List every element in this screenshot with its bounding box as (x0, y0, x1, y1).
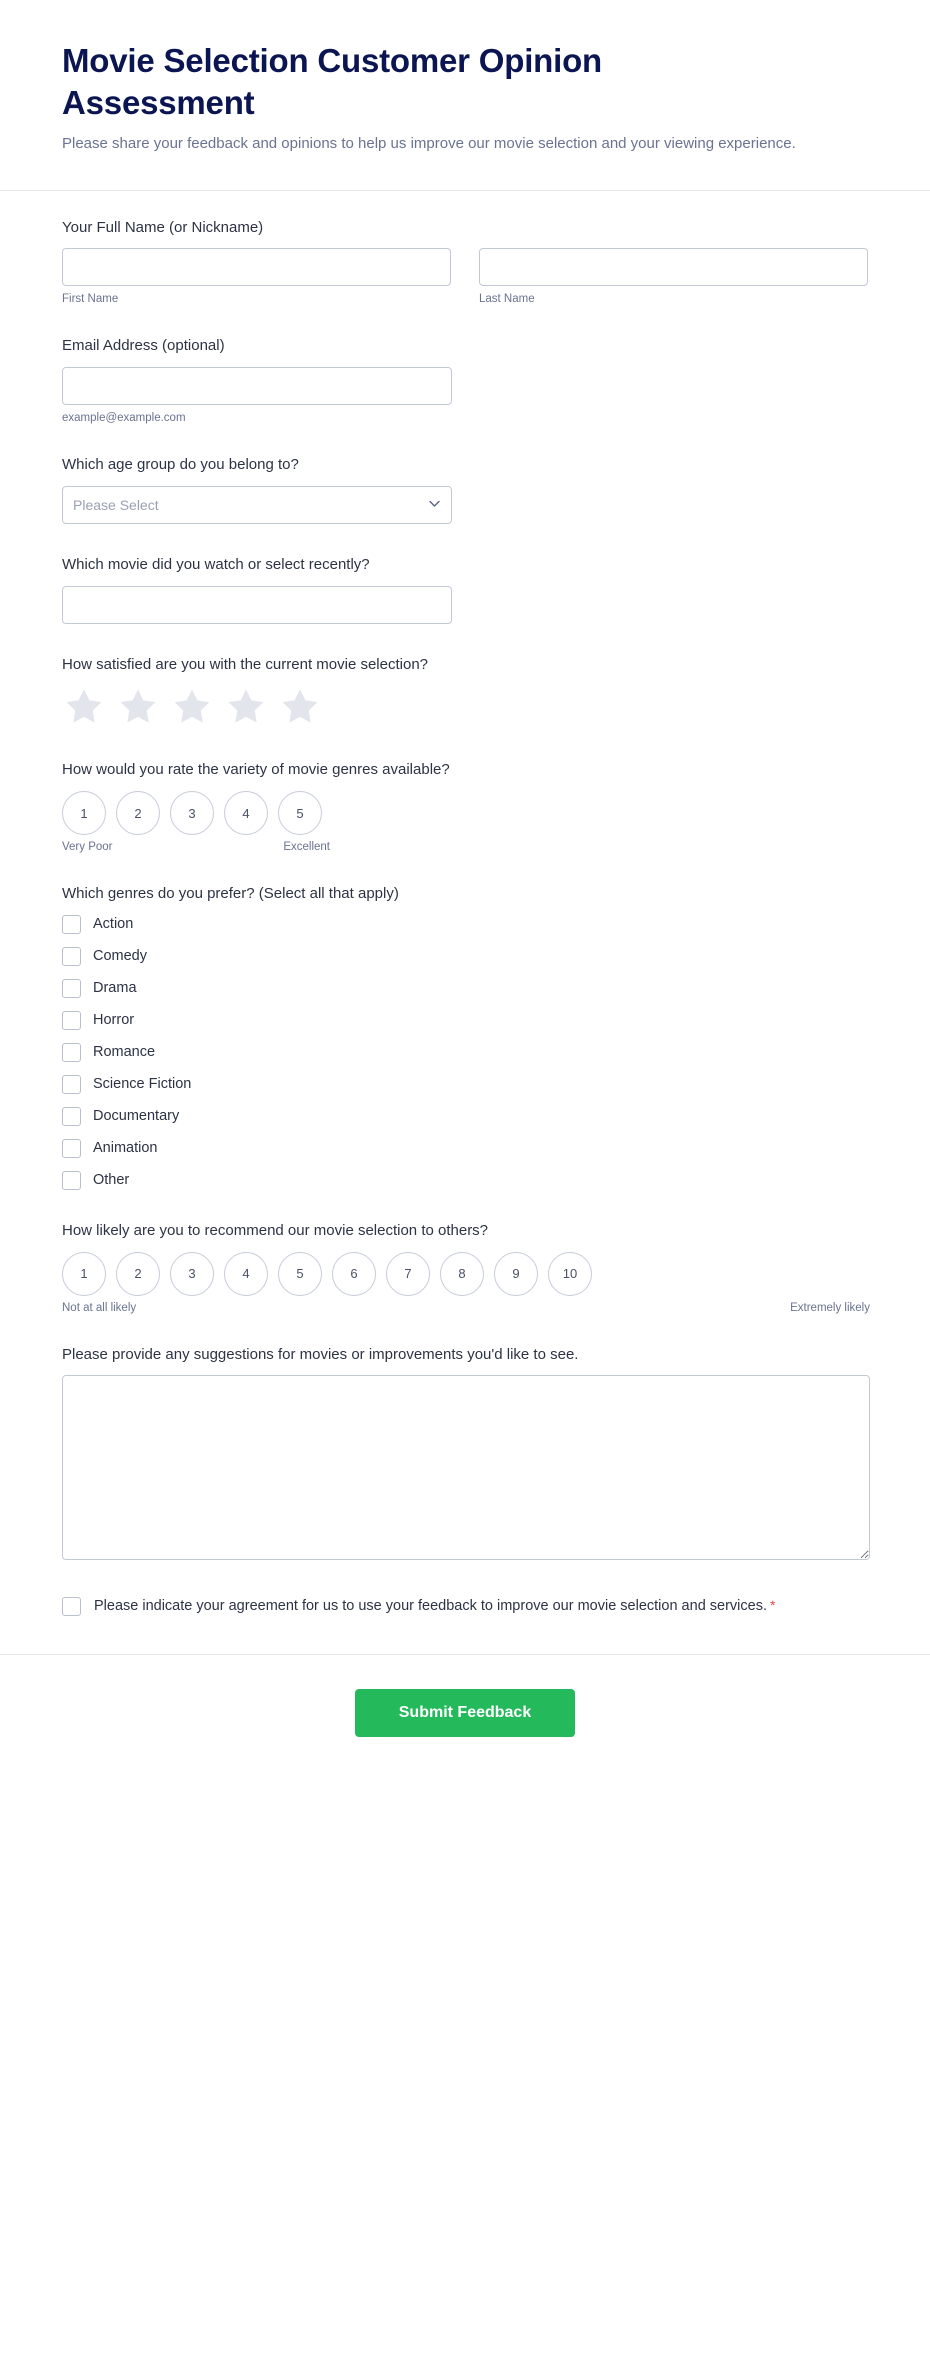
required-marker: * (770, 1597, 776, 1614)
scale-option[interactable]: 8 (440, 1252, 484, 1296)
genre-label: Comedy (93, 948, 147, 965)
star-icon[interactable] (62, 685, 106, 729)
field-email (62, 335, 868, 424)
field-genres (62, 883, 868, 1190)
consent-checkbox-icon[interactable] (62, 1597, 81, 1616)
checkbox-icon[interactable] (62, 1043, 81, 1062)
star-icon[interactable] (224, 685, 268, 729)
last-name-group (479, 248, 868, 305)
recommend-legend (62, 1302, 870, 1314)
age-group-label: Which age group do you belong to? (62, 456, 299, 474)
scale-left-legend: Very Poor (62, 841, 113, 854)
variety-rating-legend (62, 841, 330, 853)
field-age-group (62, 454, 868, 524)
form-body (0, 191, 930, 1654)
submit-button[interactable]: Submit Feedback (355, 1689, 575, 1737)
variety-rating-scale (62, 791, 868, 835)
email-label: Email Address (optional) (62, 337, 225, 355)
scale-option[interactable]: 1 (62, 1252, 106, 1296)
form-subtitle: Please share your feedback and opinions to help us improve our movie selection and your viewing experience. (62, 135, 796, 153)
full-name-label: Your Full Name (or Nickname) (62, 218, 264, 236)
genre-option-horror[interactable] (62, 1011, 868, 1030)
star-icon[interactable] (170, 685, 214, 729)
genres-label: Which genres do you prefer? (Select all that apply) (62, 885, 399, 903)
genre-label: Science Fiction (93, 1076, 192, 1093)
genre-option-romance[interactable] (62, 1043, 868, 1062)
scale-option[interactable]: 5 (278, 791, 322, 835)
scale-option[interactable]: 3 (170, 791, 214, 835)
scale-option[interactable]: 3 (170, 1252, 214, 1296)
star-rating[interactable] (62, 685, 868, 729)
field-full-name (62, 217, 868, 306)
scale-option[interactable]: 6 (332, 1252, 376, 1296)
scale-option[interactable]: 4 (224, 791, 268, 835)
age-group-select-wrap (62, 486, 452, 524)
consent-row[interactable] (62, 1595, 822, 1617)
first-name-sublabel: First Name (62, 293, 119, 306)
checkbox-icon[interactable] (62, 979, 81, 998)
form-footer (0, 1654, 930, 1781)
genre-option-other[interactable] (62, 1171, 868, 1190)
genres-checkbox-list (62, 915, 868, 1190)
genre-label: Animation (93, 1140, 158, 1157)
checkbox-icon[interactable] (62, 947, 81, 966)
scale-option[interactable]: 7 (386, 1252, 430, 1296)
field-variety-rating (62, 759, 868, 853)
form-header (0, 0, 930, 191)
consent-label: Please indicate your agreement for us to use your feedback to improve our movie selection and services. (94, 1598, 767, 1615)
checkbox-icon[interactable] (62, 1171, 81, 1190)
checkbox-icon[interactable] (62, 1139, 81, 1158)
genre-label: Action (93, 916, 134, 933)
first-name-group (62, 248, 451, 305)
scale-option[interactable]: 1 (62, 791, 106, 835)
scale-right-legend: Excellent (283, 841, 330, 854)
suggestions-label: Please provide any suggestions for movies or improvements you'd like to see. (62, 1345, 579, 1363)
variety-rating-label: How would you rate the variety of movie genres available? (62, 761, 450, 779)
checkbox-icon[interactable] (62, 915, 81, 934)
star-icon[interactable] (116, 685, 160, 729)
last-name-input[interactable] (479, 248, 868, 286)
field-satisfaction (62, 654, 868, 730)
last-name-sublabel: Last Name (479, 293, 535, 306)
first-name-input[interactable] (62, 248, 451, 286)
recommend-label: How likely are you to recommend our movie selection to others? (62, 1221, 489, 1239)
recent-movie-group (62, 586, 452, 624)
scale-option[interactable]: 2 (116, 1252, 160, 1296)
field-recent-movie (62, 554, 868, 624)
recent-movie-label: Which movie did you watch or select recently? (62, 555, 370, 573)
email-group (62, 367, 452, 424)
genre-option-drama[interactable] (62, 979, 868, 998)
genre-option-animation[interactable] (62, 1139, 868, 1158)
genre-label: Drama (93, 980, 137, 997)
email-sublabel: example@example.com (62, 412, 186, 425)
genre-label: Documentary (93, 1108, 180, 1125)
field-suggestions (62, 1344, 868, 1566)
scale-option[interactable]: 4 (224, 1252, 268, 1296)
field-recommend (62, 1220, 868, 1314)
recent-movie-input[interactable] (62, 586, 452, 624)
email-field[interactable] (62, 367, 452, 405)
scale-option[interactable]: 9 (494, 1252, 538, 1296)
genre-option-documentary[interactable] (62, 1107, 868, 1126)
genre-option-science-fiction[interactable] (62, 1075, 868, 1094)
page-title: Movie Selection Customer Opinion Assessment (62, 42, 603, 121)
scale-left-legend: Not at all likely (62, 1301, 137, 1314)
age-group-select[interactable] (62, 486, 452, 524)
genre-label: Other (93, 1172, 130, 1189)
star-icon[interactable] (278, 685, 322, 729)
genre-option-action[interactable] (62, 915, 868, 934)
genre-option-comedy[interactable] (62, 947, 868, 966)
scale-right-legend: Extremely likely (790, 1301, 870, 1314)
checkbox-icon[interactable] (62, 1075, 81, 1094)
suggestions-textarea[interactable] (62, 1375, 870, 1560)
consent-text (94, 1595, 775, 1617)
scale-option[interactable]: 2 (116, 791, 160, 835)
scale-option[interactable]: 10 (548, 1252, 592, 1296)
satisfaction-label: How satisfied are you with the current movie selection? (62, 655, 429, 673)
checkbox-icon[interactable] (62, 1107, 81, 1126)
recommend-scale (62, 1252, 868, 1296)
checkbox-icon[interactable] (62, 1011, 81, 1030)
genre-label: Horror (93, 1012, 135, 1029)
scale-option[interactable]: 5 (278, 1252, 322, 1296)
name-row (62, 248, 868, 305)
genre-label: Romance (93, 1044, 156, 1061)
